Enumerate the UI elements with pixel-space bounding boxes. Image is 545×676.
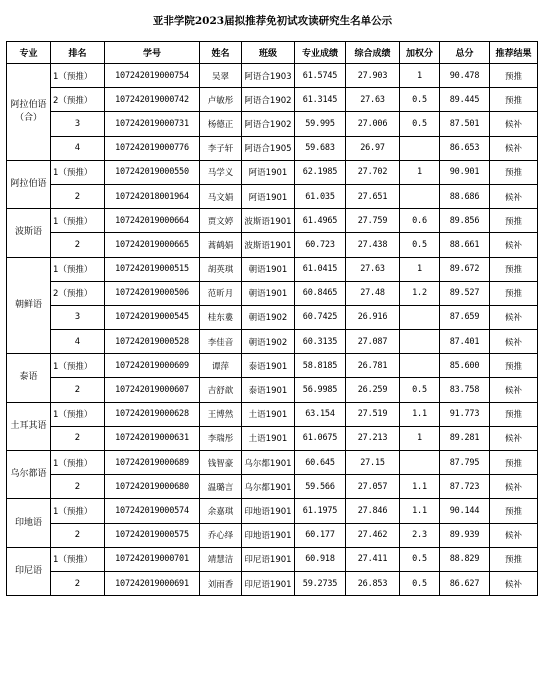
cell-result: 候补 (490, 112, 538, 136)
cell-result: 候补 (490, 426, 538, 450)
cell-student-id: 107242019000506 (105, 281, 200, 305)
cell-result: 候补 (490, 330, 538, 354)
cell-student-id: 107242019000691 (105, 571, 200, 595)
cell-name: 蒿鹤娟 (200, 233, 242, 257)
cell-result: 预推 (490, 499, 538, 523)
recommendation-table (6, 41, 538, 596)
cell-class: 泰语1901 (242, 354, 295, 378)
cell-major-score: 56.9985 (295, 378, 346, 402)
cell-name: 贾文婷 (200, 209, 242, 233)
cell-overall-score: 26.781 (346, 354, 400, 378)
cell-total: 89.527 (440, 281, 490, 305)
cell-major-score: 60.723 (295, 233, 346, 257)
cell-class: 朝语1902 (242, 305, 295, 329)
table-row (7, 305, 538, 329)
cell-overall-score: 26.916 (346, 305, 400, 329)
cell-result: 预推 (490, 64, 538, 88)
document-title: 亚非学院2023届拟推荐免初试攻读研究生名单公示 (152, 15, 393, 27)
cell-major-score: 62.1985 (295, 160, 346, 184)
cell-total: 89.939 (440, 523, 490, 547)
cell-major-score: 59.683 (295, 136, 346, 160)
cell-total: 90.901 (440, 160, 490, 184)
cell-rank: 2 (51, 184, 105, 208)
cell-major-score: 60.645 (295, 451, 346, 475)
cell-total: 87.501 (440, 112, 490, 136)
cell-name: 温璐言 (200, 475, 242, 499)
cell-rank: 1（预推） (51, 64, 105, 88)
cell-student-id: 107242019000609 (105, 354, 200, 378)
cell-rank: 1（预推） (51, 499, 105, 523)
cell-student-id: 107242019000575 (105, 523, 200, 547)
cell-rank: 1（预推） (51, 451, 105, 475)
cell-weighted-points: 0.5 (400, 378, 440, 402)
cell-weighted-points: 1 (400, 160, 440, 184)
table-row (7, 571, 538, 595)
header-weighted-points: 加权分 (400, 42, 440, 64)
cell-student-id: 107242019000754 (105, 64, 200, 88)
cell-major: 阿拉伯语（合） (7, 64, 51, 161)
cell-result: 候补 (490, 305, 538, 329)
cell-rank: 1（预推） (51, 257, 105, 281)
cell-rank: 3 (51, 112, 105, 136)
cell-name: 桂东婁 (200, 305, 242, 329)
cell-major: 印尼语 (7, 547, 51, 595)
header-major: 专业 (7, 42, 51, 64)
table-row (7, 281, 538, 305)
cell-rank: 2 (51, 523, 105, 547)
cell-total: 88.686 (440, 184, 490, 208)
header-result: 推荐结果 (490, 42, 538, 64)
cell-result: 预推 (490, 354, 538, 378)
cell-class: 朝语1901 (242, 281, 295, 305)
cell-major-score: 61.035 (295, 184, 346, 208)
cell-name: 刘雨香 (200, 571, 242, 595)
cell-total: 89.856 (440, 209, 490, 233)
cell-rank: 4 (51, 136, 105, 160)
cell-overall-score: 27.63 (346, 88, 400, 112)
cell-overall-score: 27.15 (346, 451, 400, 475)
cell-student-id: 107242018001964 (105, 184, 200, 208)
cell-student-id: 107242019000742 (105, 88, 200, 112)
cell-result: 预推 (490, 88, 538, 112)
table-row (7, 402, 538, 426)
cell-result: 预推 (490, 209, 538, 233)
cell-result: 候补 (490, 184, 538, 208)
cell-name: 王博然 (200, 402, 242, 426)
cell-total: 85.600 (440, 354, 490, 378)
cell-weighted-points (400, 354, 440, 378)
table-row (7, 547, 538, 571)
cell-weighted-points (400, 305, 440, 329)
table-row (7, 523, 538, 547)
cell-class: 波斯语1901 (242, 209, 295, 233)
cell-name: 胡英琪 (200, 257, 242, 281)
cell-result: 候补 (490, 523, 538, 547)
cell-total: 91.773 (440, 402, 490, 426)
cell-major-score: 58.8185 (295, 354, 346, 378)
cell-name: 钱智豪 (200, 451, 242, 475)
cell-class: 印尼语1901 (242, 547, 295, 571)
cell-result: 预推 (490, 160, 538, 184)
cell-student-id: 107242019000665 (105, 233, 200, 257)
cell-major-score: 61.1975 (295, 499, 346, 523)
cell-weighted-points: 0.5 (400, 112, 440, 136)
cell-total: 83.758 (440, 378, 490, 402)
cell-rank: 2 (51, 571, 105, 595)
cell-class: 阿语合1905 (242, 136, 295, 160)
cell-overall-score: 26.853 (346, 571, 400, 595)
cell-major-score: 59.2735 (295, 571, 346, 595)
cell-result: 候补 (490, 136, 538, 160)
cell-class: 阿语合1903 (242, 64, 295, 88)
header-total: 总分 (440, 42, 490, 64)
cell-weighted-points (400, 184, 440, 208)
cell-class: 乌尔都1901 (242, 451, 295, 475)
cell-class: 阿语1901 (242, 184, 295, 208)
cell-name: 吉舒歆 (200, 378, 242, 402)
cell-rank: 1（预推） (51, 354, 105, 378)
cell-rank: 1（预推） (51, 547, 105, 571)
table-row (7, 451, 538, 475)
header-class: 班级 (242, 42, 295, 64)
table-row (7, 88, 538, 112)
cell-rank: 1（预推） (51, 160, 105, 184)
cell-overall-score: 27.903 (346, 64, 400, 88)
cell-total: 86.627 (440, 571, 490, 595)
cell-major-score: 61.0675 (295, 426, 346, 450)
cell-weighted-points: 0.5 (400, 233, 440, 257)
cell-total: 88.661 (440, 233, 490, 257)
cell-class: 阿语1901 (242, 160, 295, 184)
cell-major: 土耳其语 (7, 402, 51, 450)
cell-class: 印地语1901 (242, 499, 295, 523)
cell-class: 泰语1901 (242, 378, 295, 402)
cell-class: 乌尔都1901 (242, 475, 295, 499)
cell-major-score: 59.566 (295, 475, 346, 499)
cell-class: 朝语1901 (242, 257, 295, 281)
cell-name: 马学义 (200, 160, 242, 184)
header-name: 姓名 (200, 42, 242, 64)
cell-rank: 1（预推） (51, 209, 105, 233)
table-row (7, 184, 538, 208)
cell-overall-score: 27.087 (346, 330, 400, 354)
cell-result: 候补 (490, 233, 538, 257)
cell-class: 土语1901 (242, 402, 295, 426)
cell-overall-score: 27.213 (346, 426, 400, 450)
cell-rank: 2（预推） (51, 88, 105, 112)
cell-result: 预推 (490, 451, 538, 475)
cell-student-id: 107242019000607 (105, 378, 200, 402)
cell-weighted-points: 1 (400, 426, 440, 450)
cell-overall-score: 27.411 (346, 547, 400, 571)
cell-name: 李瑞彤 (200, 426, 242, 450)
cell-total: 89.672 (440, 257, 490, 281)
table-row (7, 499, 538, 523)
cell-major-score: 60.177 (295, 523, 346, 547)
cell-overall-score: 27.702 (346, 160, 400, 184)
cell-result: 预推 (490, 402, 538, 426)
cell-result: 候补 (490, 475, 538, 499)
cell-major-score: 63.154 (295, 402, 346, 426)
cell-student-id: 107242019000776 (105, 136, 200, 160)
cell-major: 泰语 (7, 354, 51, 402)
cell-major: 波斯语 (7, 209, 51, 257)
cell-total: 87.795 (440, 451, 490, 475)
cell-weighted-points: 0.5 (400, 571, 440, 595)
cell-rank: 4 (51, 330, 105, 354)
cell-weighted-points: 0.6 (400, 209, 440, 233)
cell-weighted-points (400, 451, 440, 475)
cell-weighted-points: 0.5 (400, 88, 440, 112)
cell-rank: 2 (51, 426, 105, 450)
cell-major-score: 61.5745 (295, 64, 346, 88)
cell-name: 马文娟 (200, 184, 242, 208)
header-overall-score: 综合成绩 (346, 42, 400, 64)
table-row (7, 378, 538, 402)
cell-student-id: 107242019000545 (105, 305, 200, 329)
cell-result: 预推 (490, 281, 538, 305)
cell-major-score: 60.8465 (295, 281, 346, 305)
table-row (7, 330, 538, 354)
cell-overall-score: 27.462 (346, 523, 400, 547)
cell-major-score: 60.7425 (295, 305, 346, 329)
cell-weighted-points: 0.5 (400, 547, 440, 571)
cell-total: 88.829 (440, 547, 490, 571)
cell-student-id: 107242019000528 (105, 330, 200, 354)
cell-overall-score: 26.259 (346, 378, 400, 402)
table-row (7, 354, 538, 378)
cell-student-id: 107242019000731 (105, 112, 200, 136)
cell-overall-score: 27.63 (346, 257, 400, 281)
cell-total: 87.401 (440, 330, 490, 354)
cell-name: 余嘉琪 (200, 499, 242, 523)
cell-student-id: 107242019000628 (105, 402, 200, 426)
cell-student-id: 107242019000701 (105, 547, 200, 571)
cell-name: 谭萍 (200, 354, 242, 378)
cell-student-id: 107242019000664 (105, 209, 200, 233)
cell-weighted-points: 1.2 (400, 281, 440, 305)
cell-class: 印尼语1901 (242, 571, 295, 595)
cell-major: 阿拉伯语 (7, 160, 51, 208)
table-body (7, 64, 538, 596)
cell-student-id: 107242019000680 (105, 475, 200, 499)
cell-class: 朝语1902 (242, 330, 295, 354)
cell-rank: 2 (51, 475, 105, 499)
cell-major: 印地语 (7, 499, 51, 547)
cell-weighted-points: 1.1 (400, 475, 440, 499)
cell-class: 阿语合1902 (242, 112, 295, 136)
cell-total: 87.723 (440, 475, 490, 499)
cell-major: 乌尔都语 (7, 451, 51, 499)
cell-major-score: 59.995 (295, 112, 346, 136)
header-student-id: 学号 (105, 42, 200, 64)
cell-major-score: 61.0415 (295, 257, 346, 281)
table-header-row (7, 42, 538, 64)
cell-rank: 2 (51, 378, 105, 402)
cell-overall-score: 27.006 (346, 112, 400, 136)
cell-name: 卢敏彤 (200, 88, 242, 112)
cell-rank: 2 (51, 233, 105, 257)
cell-weighted-points: 2.3 (400, 523, 440, 547)
cell-name: 李佳音 (200, 330, 242, 354)
cell-major-score: 60.3135 (295, 330, 346, 354)
cell-name: 吴翠 (200, 64, 242, 88)
cell-student-id: 107242019000550 (105, 160, 200, 184)
cell-name: 乔心绎 (200, 523, 242, 547)
table-row (7, 475, 538, 499)
cell-name: 范昕月 (200, 281, 242, 305)
cell-total: 89.445 (440, 88, 490, 112)
cell-major-score: 61.4965 (295, 209, 346, 233)
cell-overall-score: 27.057 (346, 475, 400, 499)
cell-weighted-points: 1 (400, 64, 440, 88)
cell-rank: 2（预推） (51, 281, 105, 305)
table-row (7, 233, 538, 257)
cell-overall-score: 27.846 (346, 499, 400, 523)
cell-result: 候补 (490, 571, 538, 595)
cell-total: 90.144 (440, 499, 490, 523)
header-rank: 排名 (51, 42, 105, 64)
table-row (7, 64, 538, 88)
cell-total: 86.653 (440, 136, 490, 160)
cell-result: 预推 (490, 257, 538, 281)
cell-overall-score: 27.651 (346, 184, 400, 208)
cell-overall-score: 27.438 (346, 233, 400, 257)
table-row (7, 426, 538, 450)
cell-rank: 3 (51, 305, 105, 329)
cell-total: 87.659 (440, 305, 490, 329)
cell-major: 朝鲜语 (7, 257, 51, 354)
cell-student-id: 107242019000689 (105, 451, 200, 475)
header-major-score: 专业成绩 (295, 42, 346, 64)
cell-major-score: 61.3145 (295, 88, 346, 112)
cell-weighted-points: 1.1 (400, 499, 440, 523)
cell-overall-score: 27.759 (346, 209, 400, 233)
table-row (7, 112, 538, 136)
cell-result: 预推 (490, 547, 538, 571)
table-row (7, 136, 538, 160)
cell-class: 印地语1901 (242, 523, 295, 547)
cell-rank: 1（预推） (51, 402, 105, 426)
cell-name: 李子轩 (200, 136, 242, 160)
table-row (7, 209, 538, 233)
cell-weighted-points: 1 (400, 257, 440, 281)
cell-class: 土语1901 (242, 426, 295, 450)
cell-student-id: 107242019000574 (105, 499, 200, 523)
cell-overall-score: 27.48 (346, 281, 400, 305)
cell-name: 靖慧洁 (200, 547, 242, 571)
table-row (7, 257, 538, 281)
cell-class: 阿语合1902 (242, 88, 295, 112)
cell-student-id: 107242019000515 (105, 257, 200, 281)
cell-overall-score: 27.519 (346, 402, 400, 426)
cell-weighted-points (400, 330, 440, 354)
cell-class: 波斯语1901 (242, 233, 295, 257)
cell-result: 候补 (490, 378, 538, 402)
cell-total: 89.281 (440, 426, 490, 450)
cell-major-score: 60.918 (295, 547, 346, 571)
cell-weighted-points: 1.1 (400, 402, 440, 426)
cell-student-id: 107242019000631 (105, 426, 200, 450)
cell-total: 90.478 (440, 64, 490, 88)
cell-overall-score: 26.97 (346, 136, 400, 160)
table-row (7, 160, 538, 184)
cell-weighted-points (400, 136, 440, 160)
cell-name: 杨德正 (200, 112, 242, 136)
